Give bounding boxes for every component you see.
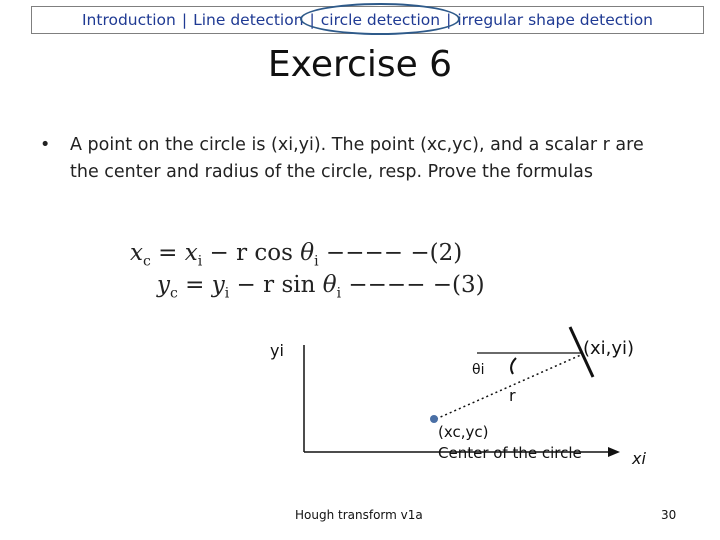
angle-label: θi [472, 362, 485, 378]
eq2-minus-r: − r [209, 240, 248, 266]
eq3-theta: θ [322, 272, 337, 298]
eq2-tail: −−−− −(2) [325, 240, 463, 266]
bullet-symbol: • [40, 135, 51, 155]
y-axis-label: yi [270, 341, 284, 360]
slide-title: Exercise 6 [267, 44, 453, 85]
eq2-lhs-sub: c [142, 253, 151, 270]
eq3-lhs-var: y [157, 272, 170, 298]
eq2-theta: θ [300, 240, 315, 266]
nav-item-circle-detection[interactable]: circle detection [320, 11, 441, 29]
eq2-equals: = [158, 240, 178, 266]
point-label: (xi,yi) [583, 338, 635, 359]
x-axis-arrowhead [608, 447, 620, 457]
eq3-equals: = [185, 272, 205, 298]
nav-separator: | [309, 11, 315, 29]
eq2-rhs-var: x [184, 240, 198, 266]
eq3-tail: −−−− −(3) [348, 272, 485, 298]
nav-item-line-detection[interactable]: Line detection [193, 11, 304, 29]
eq3-trig: sin [281, 272, 316, 298]
page-number: 30 [661, 508, 677, 522]
eq3-minus-r: − r [236, 272, 275, 298]
center-point [430, 415, 438, 423]
eq3-rhs-var: y [211, 272, 225, 298]
angle-arc [511, 358, 516, 374]
eq3-rhs-sub: i [224, 285, 230, 302]
nav-separator: | [181, 11, 188, 29]
bullet-text: A point on the circle is (xi,yi). The point (xc,yc), and a scalar r are the center and radius of the circle, resp. Prove the formulas [70, 135, 644, 182]
center-label: (xc,yc) [438, 423, 489, 441]
x-axis-label: xi [632, 449, 646, 468]
eq3-theta-sub: i [336, 285, 342, 302]
footer-title: Hough transform v1a [295, 508, 423, 522]
nav-item-introduction[interactable]: Introduction [81, 11, 176, 29]
eq2-lhs-var: x [130, 240, 143, 266]
eq2-theta-sub: i [314, 253, 319, 270]
eq2-rhs-sub: i [197, 253, 203, 270]
radius-label: r [509, 386, 516, 405]
nav-item-irregular-shape-detection[interactable]: irregular shape detection [457, 11, 654, 29]
eq3-lhs-sub: c [170, 285, 178, 302]
center-caption: Center of the circle [438, 444, 582, 462]
eq2-trig: cos [254, 240, 293, 266]
nav-separator: | [446, 11, 452, 29]
